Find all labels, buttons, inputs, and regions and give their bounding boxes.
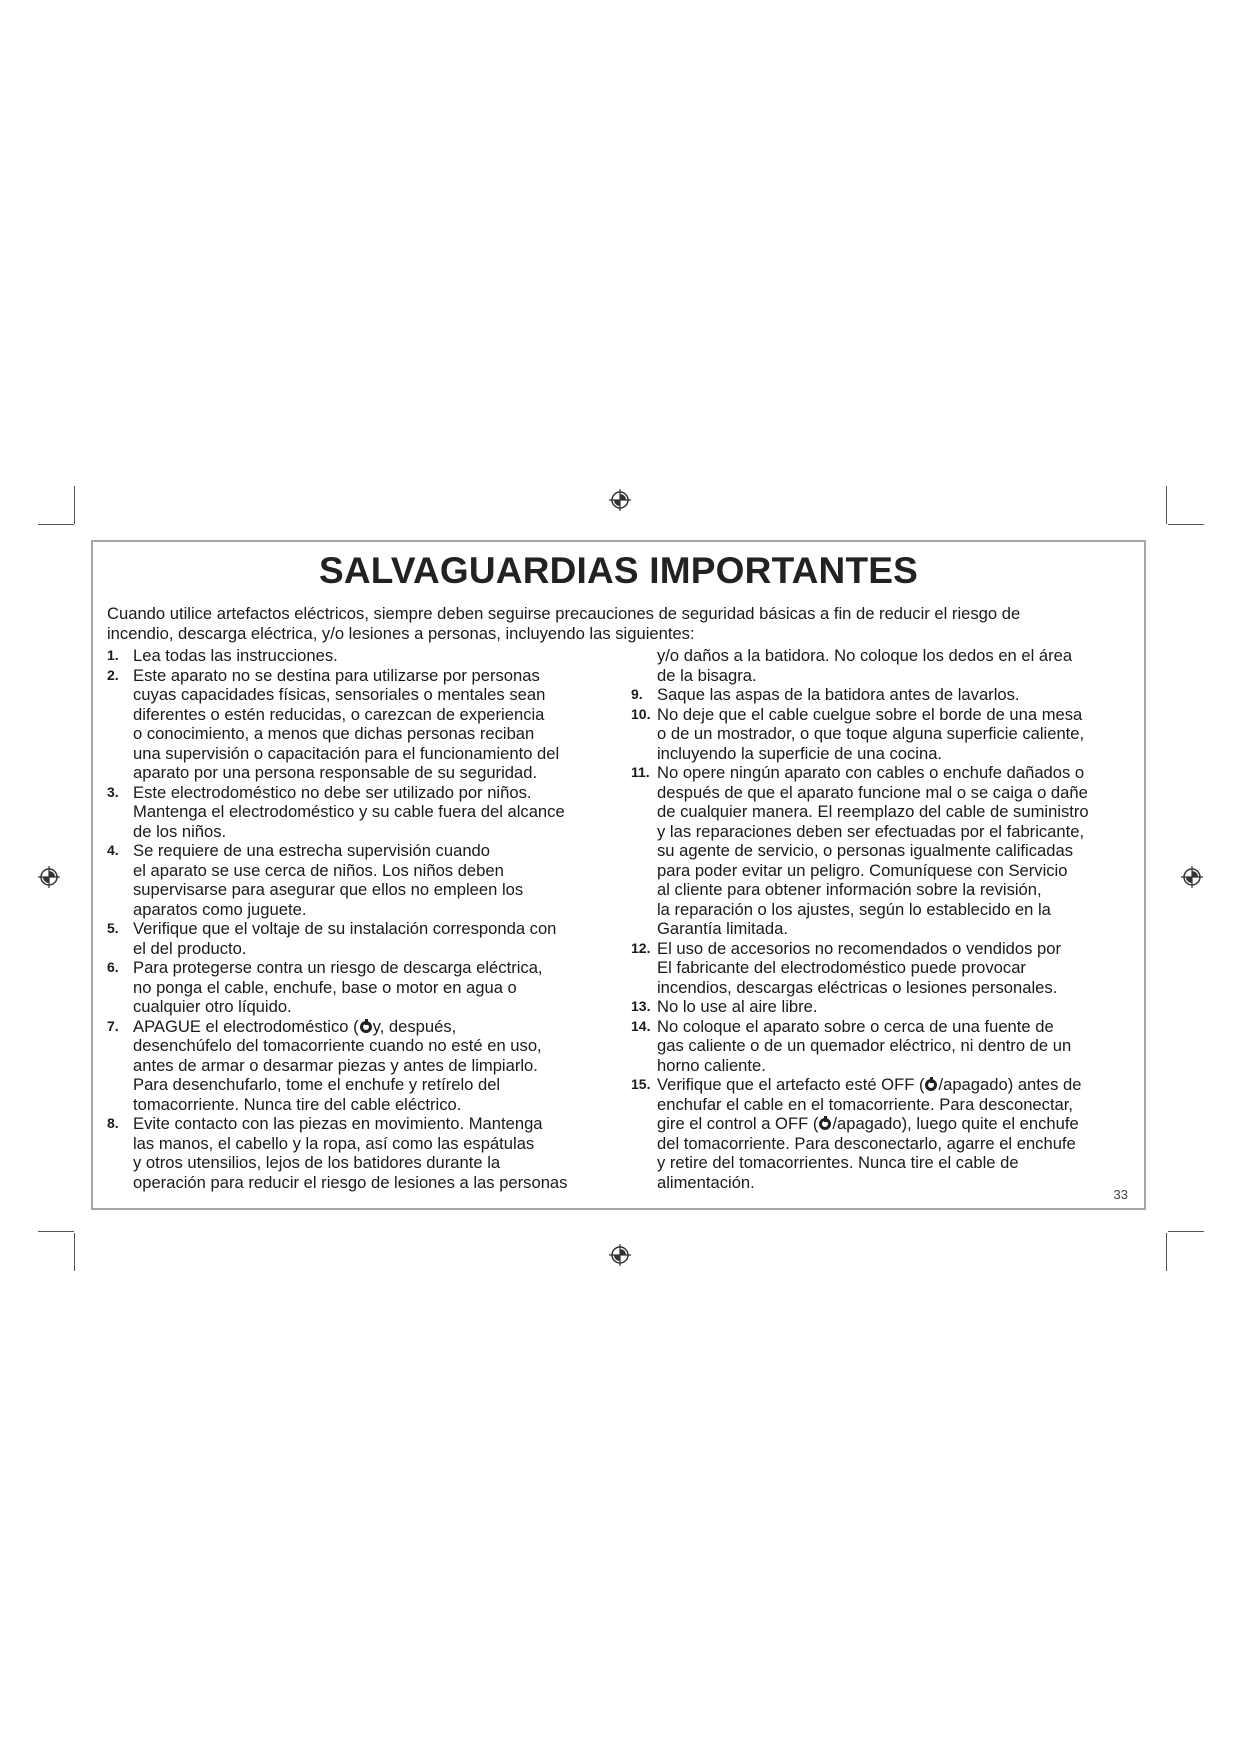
item-line: Garantía limitada. [657, 919, 788, 938]
item-line: después de que el aparato funcione mal o se caiga o dañe [657, 782, 1088, 802]
list-item [107, 919, 632, 958]
item-line: No opere ningún aparato con cables o enchufe dañados o [657, 763, 1085, 782]
list-item [631, 1017, 1141, 1076]
list-item [631, 705, 1141, 764]
item-line-pre: gire el control a OFF ( [657, 1114, 819, 1133]
item-number: 14. [631, 1017, 651, 1034]
list-item [107, 841, 632, 919]
item-line: de cualquier manera. El reemplazo del cable de suministro [657, 802, 1089, 821]
item-line: la reparación o los ajustes, según lo establecido en la [657, 899, 1051, 919]
item-line: No coloque el aparato sobre o cerca de una fuente de [657, 1016, 1054, 1036]
item-line: supervisarse para asegurar que ellos no empleen los [133, 880, 524, 899]
list-item [631, 997, 1141, 1017]
item-number: 15. [631, 1076, 651, 1092]
left-column [107, 646, 632, 1192]
item-line: Verifique que el voltaje de su instalación corresponda con [133, 919, 557, 938]
item-number: 3. [107, 783, 119, 800]
list-item [107, 646, 632, 666]
item-number: 10. [631, 705, 651, 722]
power-off-icon [819, 1118, 831, 1130]
item-line: Este aparato no se destina para utilizarse por personas [133, 665, 540, 685]
item-line: incendios, descargas eléctricas o lesiones personales. [657, 977, 1058, 997]
item-line: del tomacorriente. Para desconectarlo, agarre el enchufe [657, 1133, 1076, 1153]
item-number: 7. [107, 1017, 119, 1034]
list-item [107, 958, 632, 1017]
item-line-pre: APAGUE el electrodoméstico ( [133, 1016, 359, 1036]
item-line: y/o daños a la batidora. No coloque los dedos en el área [657, 646, 1073, 665]
item-number: 8. [107, 1115, 119, 1131]
intro-paragraph [107, 604, 1127, 643]
item-number: 6. [107, 959, 119, 975]
power-off-icon [925, 1079, 937, 1091]
crop-mark-bottom-left-h [38, 1231, 74, 1232]
item-number: 1. [107, 647, 119, 663]
item-line: las manos, el cabello y la ropa, así como las espátulas [133, 1133, 535, 1153]
item-line: Para protegerse contra un riesgo de descarga eléctrica, [133, 958, 543, 977]
item-line: de la bisagra. [657, 665, 757, 685]
item-line: Saque las aspas de la batidora antes de lavarlos. [657, 685, 1020, 704]
item-line: operación para reducir el riesgo de lesiones a las personas [133, 1172, 568, 1192]
safeguards-frame [91, 540, 1146, 1210]
item-number: 4. [107, 842, 119, 858]
item-line [657, 1075, 1141, 1095]
item-number: 12. [631, 939, 651, 956]
item-line: de los niños. [133, 821, 227, 841]
item-line: antes de armar o desarmar piezas y antes de limpiarlo. [133, 1055, 538, 1075]
item-line: Lea todas las instrucciones. [133, 646, 338, 665]
item-number: 2. [107, 666, 119, 683]
item-number: 9. [631, 686, 643, 702]
crop-mark-top-right-v [1166, 486, 1167, 524]
crop-mark-bottom-right-v [1166, 1233, 1167, 1271]
item-line: y otros utensilios, lejos de los batidores durante la [133, 1153, 501, 1172]
item-line: no ponga el cable, enchufe, base o motor en agua o [133, 977, 517, 997]
item-line: Mantenga el electrodoméstico y su cable fuera del alcance [133, 802, 565, 821]
item-line: su agente de servicio, o personas igualmente calificadas [657, 841, 1074, 860]
list-item [107, 783, 632, 842]
right-column [631, 646, 1141, 1192]
crop-mark-top-right-h [1168, 524, 1204, 525]
item-line: para poder evitar un peligro. Comuníquese con Servicio [657, 860, 1068, 880]
crop-mark-bottom-left-v [74, 1233, 75, 1271]
item-line: y retire del tomacorrientes. Nunca tire el cable de [657, 1153, 1019, 1172]
registration-mark-bottom-icon [609, 1244, 631, 1266]
item-line: y las reparaciones deben ser efectuadas por el fabricante, [657, 821, 1085, 841]
item-number: 5. [107, 920, 119, 936]
crop-mark-top-left-v [74, 486, 75, 524]
item-number: 13. [631, 998, 651, 1014]
registration-mark-right-icon [1181, 866, 1203, 888]
item-line: una supervisión o capacitación para el funcionamiento del [133, 743, 560, 763]
item-line: El uso de accesorios no recomendados o vendidos por [657, 938, 1062, 958]
item-line: tomacorriente. Nunca tire del cable eléctrico. [133, 1094, 462, 1114]
item-line: gas caliente o de un quemador eléctrico, ni dentro de un [657, 1036, 1072, 1055]
item-line: aparatos como juguete. [133, 899, 307, 919]
item-line: aparato por una persona responsable de su seguridad. [133, 763, 538, 782]
item-line: horno caliente. [657, 1055, 766, 1075]
power-off-icon [360, 1021, 372, 1033]
page-number: 33 [1113, 1187, 1128, 1202]
item-line-post: /apagado) antes de [938, 1075, 1082, 1094]
item-line: alimentación. [657, 1172, 755, 1192]
item-line: diferentes o estén reducidas, o carezcan de experiencia [133, 704, 545, 724]
list-item [107, 1017, 632, 1115]
item-line: No lo use al aire libre. [657, 997, 818, 1016]
item-line-pre: Verifique que el artefacto esté OFF ( [657, 1075, 925, 1094]
item-line: al cliente para obtener información sobre la revisión, [657, 880, 1042, 899]
item-line: incluyendo la superficie de una cocina. [657, 743, 943, 763]
crop-mark-bottom-right-h [1168, 1231, 1204, 1232]
item-line: El fabricante del electrodoméstico puede provocar [657, 958, 1026, 977]
item-line-post: y, después, [372, 1016, 457, 1036]
item-8-continuation [631, 646, 1141, 685]
item-line: el aparato se use cerca de niños. Los niños deben [133, 860, 504, 880]
item-line [133, 1017, 632, 1037]
item-line: cualquier otro líquido. [133, 997, 292, 1016]
list-item [107, 1114, 632, 1192]
item-line: Para desenchufarlo, tome el enchufe y retírelo del [133, 1075, 501, 1094]
item-line: cuyas capacidades físicas, sensoriales o mentales sean [133, 685, 546, 704]
list-item [631, 1075, 1141, 1192]
item-line: No deje que el cable cuelgue sobre el borde de una mesa [657, 704, 1083, 724]
intro-line: incendio, descarga eléctrica, y/o lesiones a personas, incluyendo las siguientes: [107, 623, 695, 643]
item-line: o de un mostrador, o que toque alguna superficie caliente, [657, 724, 1085, 743]
item-line [657, 1114, 1141, 1134]
item-line: enchufar el cable en el tomacorriente. Para desconectar, [657, 1094, 1074, 1114]
intro-line: Cuando utilice artefactos eléctricos, siempre deben seguirse precauciones de seguridad básicas a fin de reducir el riesgo de [107, 604, 1021, 623]
item-line: desenchúfelo del tomacorriente cuando no esté en uso, [133, 1036, 542, 1055]
list-item [631, 685, 1141, 705]
item-line: Este electrodoméstico no debe ser utilizado por niños. [133, 782, 532, 802]
item-number: 11. [631, 764, 650, 780]
item-line: o conocimiento, a menos que dichas personas reciban [133, 724, 535, 743]
list-item [107, 666, 632, 783]
item-line: Evite contacto con las piezas en movimiento. Mantenga [133, 1114, 543, 1133]
item-line-post: /apagado), luego quite el enchufe [832, 1114, 1079, 1133]
list-item [631, 939, 1141, 998]
registration-mark-left-icon [38, 866, 60, 888]
registration-mark-top-icon [609, 489, 631, 511]
list-item [631, 763, 1141, 939]
item-line: el del producto. [133, 938, 247, 958]
crop-mark-top-left-h [38, 524, 74, 525]
page-title: SALVAGUARDIAS IMPORTANTES [318, 550, 919, 591]
item-line: Se requiere de una estrecha supervisión cuando [133, 841, 491, 860]
